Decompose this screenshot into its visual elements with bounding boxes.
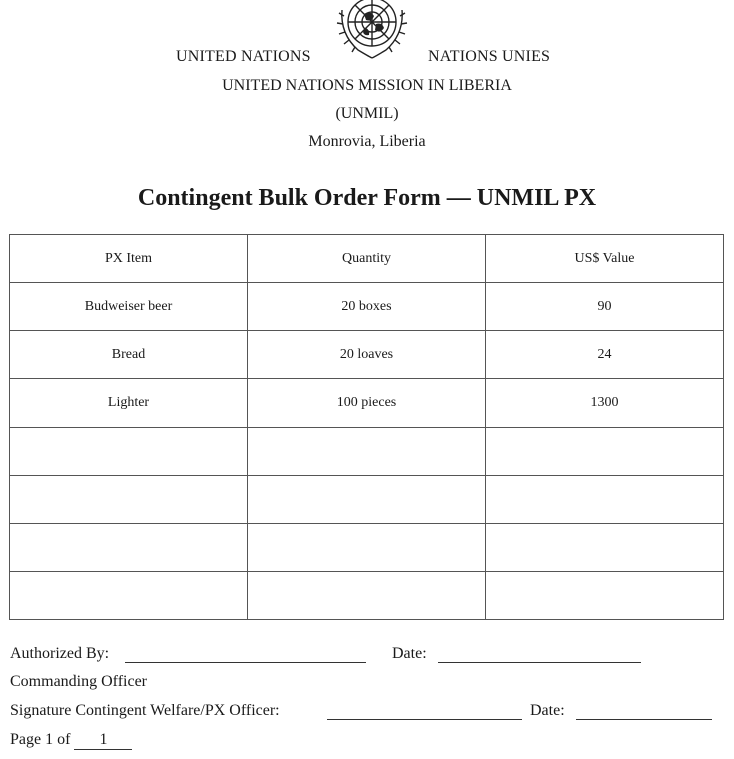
table-header-row bbox=[10, 235, 724, 283]
date-line-2 bbox=[576, 705, 712, 720]
item-cell bbox=[10, 571, 248, 619]
value-cell bbox=[486, 571, 724, 619]
page-total: 1 bbox=[74, 731, 132, 750]
date-label: Date: bbox=[392, 645, 427, 662]
quantity-cell bbox=[248, 523, 486, 571]
un-emblem-icon bbox=[330, 0, 414, 64]
page-indicator bbox=[10, 731, 132, 750]
item-cell: Bread bbox=[10, 331, 248, 379]
quantity-cell bbox=[248, 571, 486, 619]
value-cell bbox=[486, 427, 724, 475]
item-cell bbox=[10, 427, 248, 475]
value-cell bbox=[486, 523, 724, 571]
authorized-by-label: Authorized By: bbox=[10, 645, 110, 662]
org-name-french: NATIONS UNIES bbox=[428, 48, 551, 65]
signature-row bbox=[10, 702, 280, 720]
item-cell: Budweiser beer bbox=[10, 283, 248, 331]
date-label-2: Date: bbox=[530, 702, 565, 719]
table-row bbox=[10, 523, 724, 571]
signature-line bbox=[327, 705, 522, 720]
value-cell: 24 bbox=[486, 331, 724, 379]
value-cell: 1300 bbox=[486, 379, 724, 427]
order-table bbox=[9, 234, 724, 620]
table-row bbox=[10, 283, 724, 331]
table-row bbox=[10, 331, 724, 379]
table-row bbox=[10, 427, 724, 475]
item-cell: Lighter bbox=[10, 379, 248, 427]
authorized-by-row bbox=[10, 645, 109, 663]
quantity-cell: 20 boxes bbox=[248, 283, 486, 331]
mission-acronym: (UNMIL) bbox=[335, 105, 399, 122]
date-line bbox=[438, 648, 641, 663]
quantity-cell: 100 pieces bbox=[248, 379, 486, 427]
item-cell bbox=[10, 475, 248, 523]
column-header-item: PX Item bbox=[10, 235, 248, 283]
table-row bbox=[10, 475, 724, 523]
column-header-value: US$ Value bbox=[486, 235, 724, 283]
quantity-cell bbox=[248, 475, 486, 523]
page-prefix: Page 1 of bbox=[10, 731, 71, 748]
value-cell bbox=[486, 475, 724, 523]
authorized-by-signature-line bbox=[125, 648, 366, 663]
org-name-english: UNITED NATIONS bbox=[176, 48, 311, 65]
quantity-cell: 20 loaves bbox=[248, 331, 486, 379]
signature-label: Signature Contingent Welfare/PX Officer: bbox=[10, 702, 280, 719]
mission-location: Monrovia, Liberia bbox=[308, 133, 426, 150]
column-header-quantity: Quantity bbox=[248, 235, 486, 283]
quantity-cell bbox=[248, 427, 486, 475]
mission-name: UNITED NATIONS MISSION IN LIBERIA bbox=[222, 77, 512, 94]
commanding-officer-label: Commanding Officer bbox=[10, 673, 148, 690]
form-title: Contingent Bulk Order Form — UNMIL PX bbox=[137, 185, 597, 211]
table-row bbox=[10, 571, 724, 619]
table-row bbox=[10, 379, 724, 427]
item-cell bbox=[10, 523, 248, 571]
value-cell: 90 bbox=[486, 283, 724, 331]
